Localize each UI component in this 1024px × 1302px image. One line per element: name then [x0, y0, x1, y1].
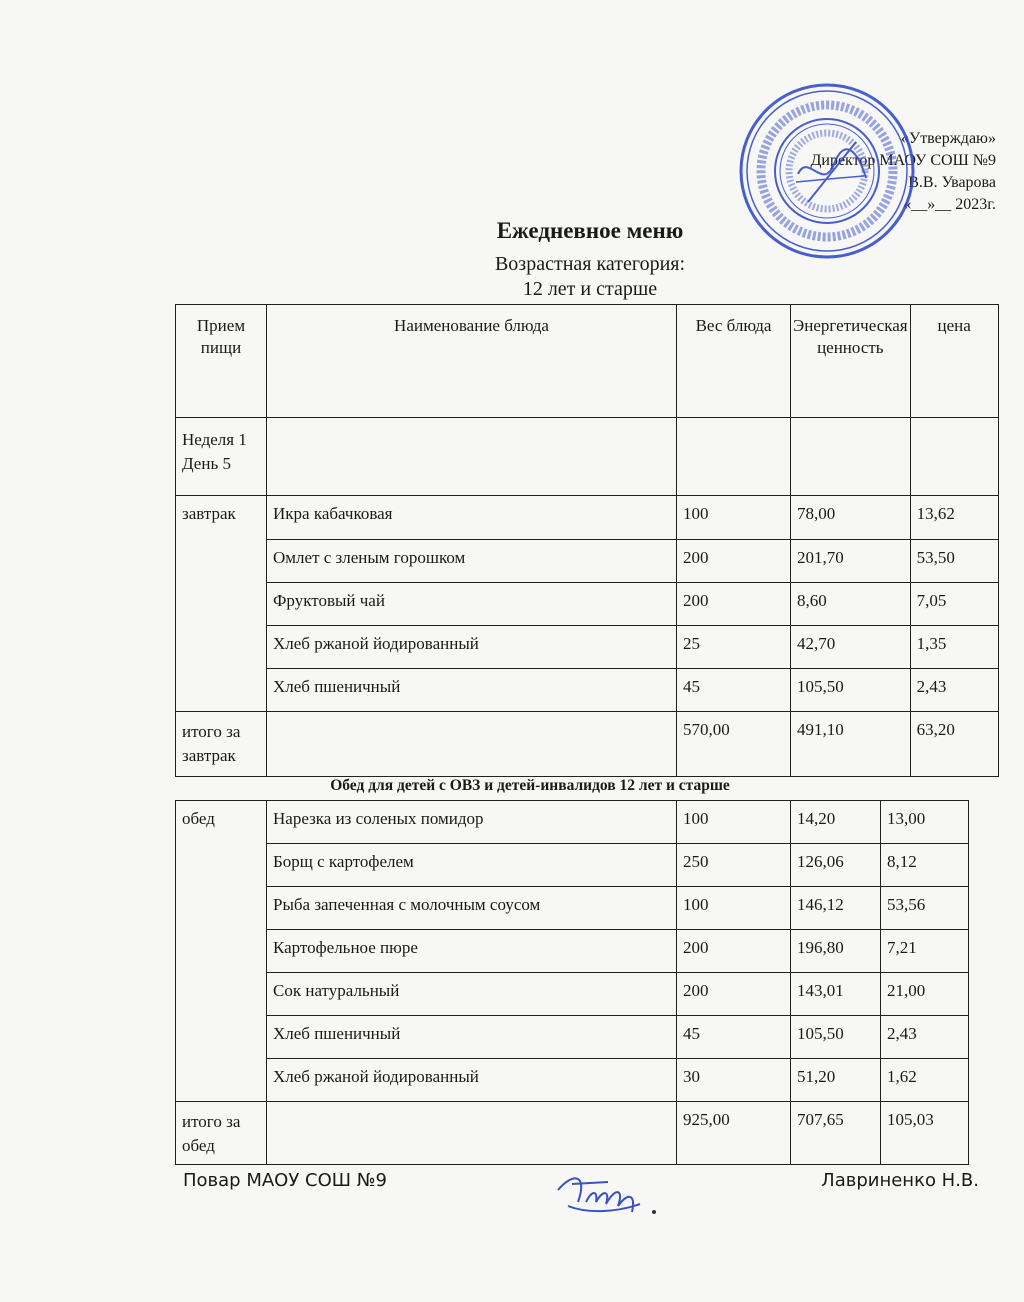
approval-line-4: «__»__ 2023г. [903, 196, 996, 213]
dish-energy: 146,12 [791, 887, 881, 930]
age-category-label: Возрастная категория: [494, 253, 686, 275]
approval-line-3: В.В. Уварова [908, 174, 996, 191]
dish-name: Борщ с картофелем [267, 844, 677, 887]
dish-name: Фруктовый чай [267, 583, 677, 626]
dish-name: Хлеб пшеничный [267, 1016, 677, 1059]
table-row [176, 626, 999, 669]
dish-price: 53,50 [910, 540, 998, 583]
dish-energy: 51,20 [791, 1059, 881, 1102]
dish-name: Картофельное пюре [267, 930, 677, 973]
table-row [176, 844, 969, 887]
table-row [176, 1016, 969, 1059]
dish-price: 2,43 [881, 1016, 969, 1059]
dish-weight: 200 [677, 540, 791, 583]
table-row [176, 973, 969, 1016]
dish-weight: 25 [677, 626, 791, 669]
header-energy: Энергетическая ценность [791, 305, 911, 418]
table-row [176, 669, 999, 712]
dish-energy: 126,06 [791, 844, 881, 887]
breakfast-total-weight: 570,00 [677, 712, 791, 777]
approval-line-2: Директор МАОУ СОШ №9 [810, 152, 996, 169]
dish-name: Хлеб ржаной йодированный [267, 626, 677, 669]
breakfast-total-label: итого за завтрак [176, 712, 267, 777]
page-title: Ежедневное меню [496, 218, 684, 243]
breakfast-total-energy: 491,10 [791, 712, 911, 777]
dish-weight: 45 [677, 669, 791, 712]
dish-price: 2,43 [910, 669, 998, 712]
header-meal: Прием пищи [176, 305, 267, 418]
dish-weight: 100 [677, 801, 791, 844]
dish-weight: 45 [677, 1016, 791, 1059]
dish-price: 7,05 [910, 583, 998, 626]
dish-energy: 8,60 [791, 583, 911, 626]
dish-energy: 14,20 [791, 801, 881, 844]
meal-label-lunch: обед [176, 801, 267, 1102]
breakfast-menu-table [175, 304, 999, 777]
lunch-total-weight: 925,00 [677, 1102, 791, 1165]
cook-label: Повар МАОУ СОШ №9 [183, 1170, 387, 1191]
table-row [176, 930, 969, 973]
dish-name: Хлеб пшеничный [267, 669, 677, 712]
header-dish-name: Наименование блюда [267, 305, 677, 418]
lunch-menu-table [175, 800, 969, 1165]
table-row [176, 583, 999, 626]
table-row [176, 801, 969, 844]
dish-weight: 100 [677, 496, 791, 540]
dish-name: Нарезка из соленых помидор [267, 801, 677, 844]
dish-weight: 30 [677, 1059, 791, 1102]
header-weight: Вес блюда [677, 305, 791, 418]
dish-name: Рыба запеченная с молочным соусом [267, 887, 677, 930]
signature-icon [548, 1162, 658, 1222]
breakfast-total-row [176, 712, 999, 777]
dish-price: 1,35 [910, 626, 998, 669]
dish-energy: 105,50 [791, 669, 911, 712]
header-price: цена [910, 305, 998, 418]
dish-name: Икра кабачковая [267, 496, 677, 540]
lunch-total-energy: 707,65 [791, 1102, 881, 1165]
meal-label-breakfast: завтрак [176, 496, 267, 712]
dish-energy: 143,01 [791, 973, 881, 1016]
dish-price: 53,56 [881, 887, 969, 930]
school-stamp-icon [738, 82, 916, 260]
table-row [176, 1059, 969, 1102]
lunch-total-row [176, 1102, 969, 1165]
dish-energy: 196,80 [791, 930, 881, 973]
week-day-label: Неделя 1 День 5 [176, 418, 267, 496]
dish-energy: 105,50 [791, 1016, 881, 1059]
dish-weight: 200 [677, 930, 791, 973]
dish-price: 21,00 [881, 973, 969, 1016]
dish-energy: 201,70 [791, 540, 911, 583]
dish-name: Омлет с зленым горошком [267, 540, 677, 583]
table-row [176, 496, 999, 540]
cook-name: Лавриненко Н.В. [821, 1170, 979, 1191]
dish-price: 13,62 [910, 496, 998, 540]
table-header-row [176, 305, 999, 418]
dish-price: 7,21 [881, 930, 969, 973]
dish-price: 1,62 [881, 1059, 969, 1102]
table-row [176, 540, 999, 583]
dish-energy: 78,00 [791, 496, 911, 540]
dish-weight: 100 [677, 887, 791, 930]
dish-energy: 42,70 [791, 626, 911, 669]
dish-price: 13,00 [881, 801, 969, 844]
table-row [176, 887, 969, 930]
approval-line-1: «Утверждаю» [900, 130, 996, 147]
breakfast-total-price: 63,20 [910, 712, 998, 777]
age-category-value: 12 лет и старше [522, 278, 658, 300]
dish-name: Хлеб ржаной йодированный [267, 1059, 677, 1102]
dish-name: Сок натуральный [267, 973, 677, 1016]
dish-weight: 200 [677, 583, 791, 626]
dish-price: 8,12 [881, 844, 969, 887]
lunch-total-price: 105,03 [881, 1102, 969, 1165]
week-day-row [176, 418, 999, 496]
lunch-note: Обед для детей с ОВЗ и детей-инвалидов 12 лет и старше [330, 777, 730, 794]
lunch-total-label: итого за обед [176, 1102, 267, 1165]
dish-weight: 250 [677, 844, 791, 887]
dish-weight: 200 [677, 973, 791, 1016]
